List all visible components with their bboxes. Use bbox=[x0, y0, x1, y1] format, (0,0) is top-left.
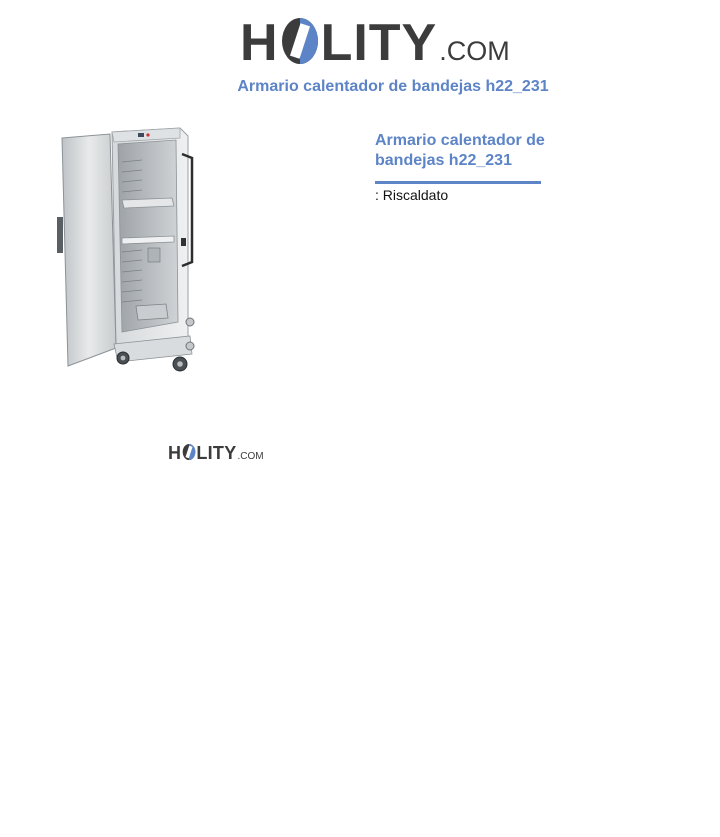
logo-small-domain: .COM bbox=[237, 451, 264, 462]
logo-domain: .COM bbox=[439, 36, 510, 66]
page-title: Armario calentador de bandejas h22_231 bbox=[237, 78, 549, 95]
holity-logo[interactable] bbox=[240, 10, 510, 70]
title-divider bbox=[375, 181, 541, 184]
logo-small-text-prefix: H bbox=[168, 443, 182, 463]
logo-small-text-suffix: LITY bbox=[196, 443, 237, 463]
logo-text-prefix: H bbox=[240, 14, 279, 72]
logo-o-mark-icon bbox=[280, 16, 320, 66]
product-title: Armario calentador de bandejas h22_231 bbox=[375, 132, 545, 169]
product-feature: : Riscaldato bbox=[375, 187, 449, 203]
trolley-cabinet-image bbox=[50, 122, 200, 377]
logo-small-o-mark-icon bbox=[182, 443, 196, 461]
holity-logo-small[interactable] bbox=[168, 441, 264, 463]
logo-text-suffix: LITY bbox=[320, 14, 438, 72]
